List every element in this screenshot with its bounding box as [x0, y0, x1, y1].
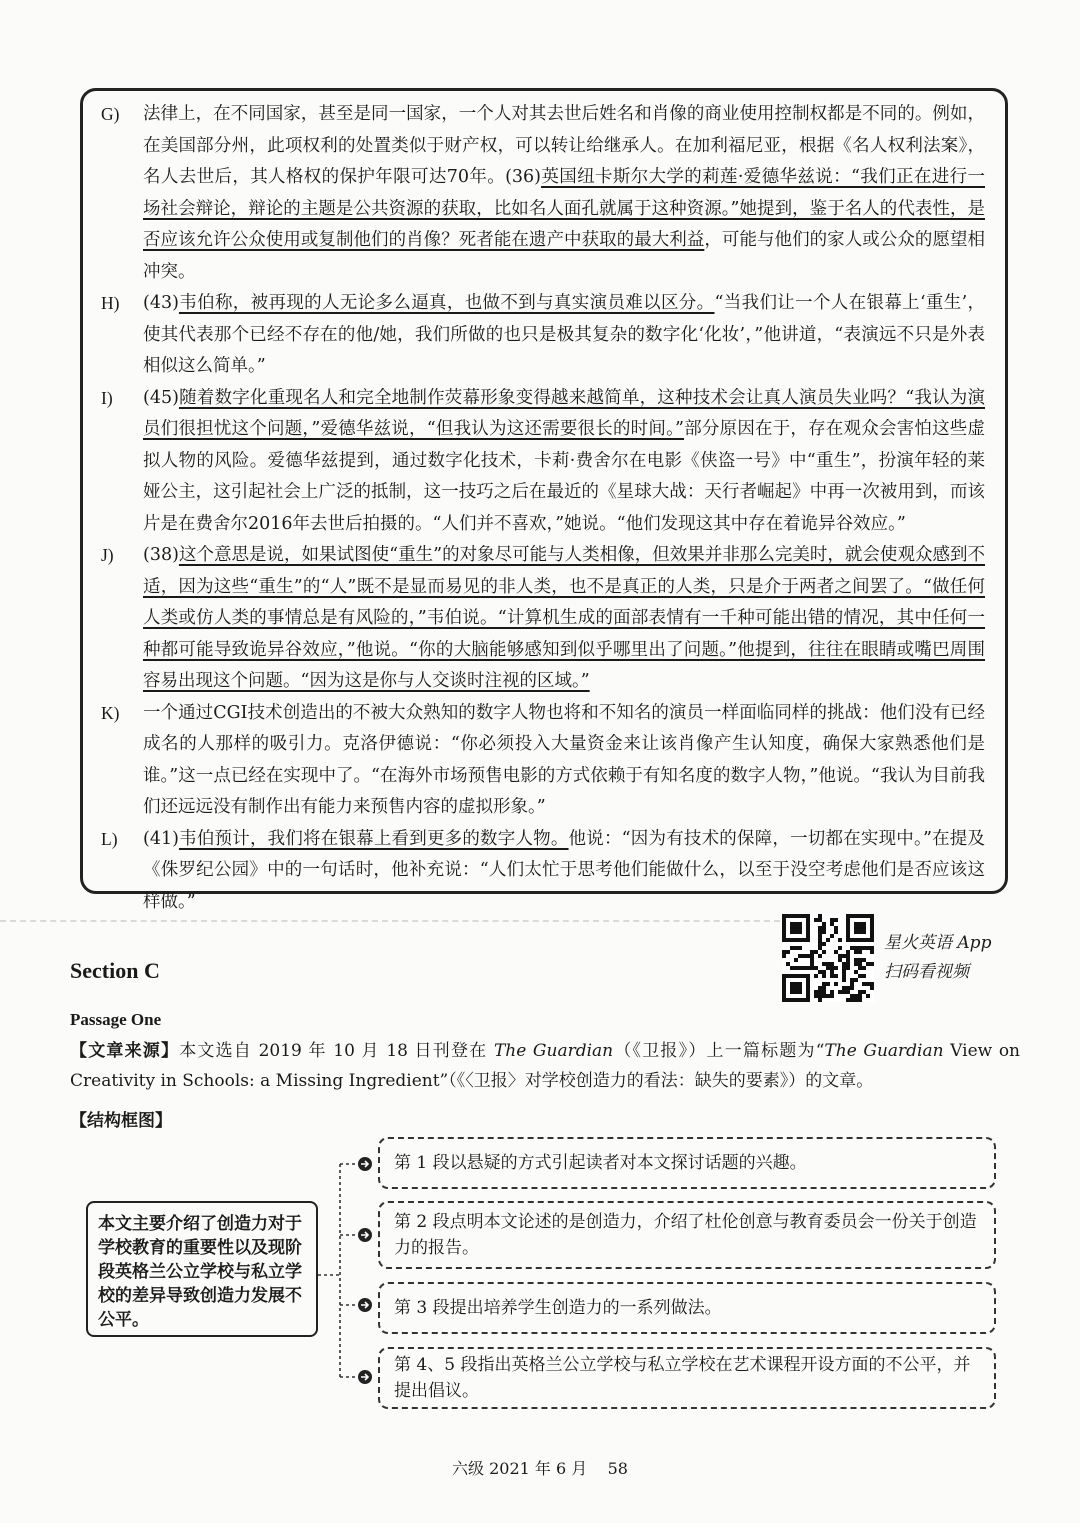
passage-title: Passage One [70, 1010, 162, 1029]
passage-paragraph [101, 540, 985, 698]
structure-heading: 【结构框图】 [70, 1111, 172, 1131]
underlined-text: 韦伯称，被再现的人无论多么逼真，也做不到与真实演员难以区分。 [178, 293, 715, 313]
passage-paragraph [101, 99, 985, 288]
paragraph-text [143, 99, 985, 288]
underlined-text: 韦伯预计，我们将在银幕上看到更多的数字人物。 [178, 828, 569, 849]
paragraph-text [143, 698, 985, 824]
text-segment: 法律上，在不同国家，甚至是同一国家，一个人对其去世后姓名和肖像的商业使用控制权都是不同的。例如，在美国部分州，此项权利的处置类似于财产权，可以转让给继承人。在加利福尼亚，根据《名人权利法案》，名人去世后，其人格权的保护年限可达70年。(36) [143, 104, 985, 187]
text-segment: 部分原因在于，存在观众会害怕这些虚拟人物的风险。爱德华兹提到，通过数字化技术，卡莉·费舍尔在电影《侠盗一号》中“重生”，扮演年轻的莱娅公主，这引起社会上广泛的抵制，这一技巧之后在最近的《星球大战：天行者崛起》中再一次被用到，而该片是在费舍尔2016年去世后拍摄的。“人们并不喜欢，”她说。“他们发现这其中存在着诡异谷效应。” [143, 419, 986, 534]
passage-paragraph [101, 698, 985, 824]
connector-lines [318, 1150, 380, 1390]
underlined-text: 随着数字化重现名人和完全地制作荧幕形象变得越来越简单，这种技术会让真人演员失业吗？“我认为演员们很担忧这个问题，”爱德华兹说，“但我认为这还需要很长的时间。” [143, 387, 985, 439]
text-segment: “当我们让一个人在银幕上‘重生’，使其代表那个已经不存在的他/她，我们所做的也只是极其复杂的数字化‘化妆’，”他讲道，“表演远不只是外表相似这么简单。” [143, 293, 985, 376]
source-label: 【文章来源】 [70, 1041, 180, 1061]
qr-code-icon [782, 914, 874, 1002]
text-segment: 他说：“因为有技术的保障，一切都在实现中。”在提及《侏罗纪公园》中的一句话时，他补充说：“人们太忙于思考他们能做什么，以至于没空考虑他们是否应该这样做。” [143, 828, 985, 912]
source-text: （《卫报》）上一篇标题为“ [613, 1041, 825, 1061]
text-segment: ，可能与他们的家人或公众的愿望相冲突。 [143, 230, 985, 282]
source-text: View on Creativity in Schools: a Missing Ingredient”（《〈卫报〉对学校创造力的看法：缺失的要素》）的文章。 [70, 1041, 1020, 1091]
source-italic: The Guardian [824, 1041, 944, 1061]
paragraph-text [143, 824, 985, 919]
structure-item: 第 1 段以悬疑的方式引起读者对本文探讨话题的兴趣。 [378, 1137, 996, 1189]
underlined-text: 这个意思是说，如果试图使“重生”的对象尽可能与人类相像，但效果并非那么完美时，就会使观众感到不适，因为这些“重生”的“人”既不是显而易见的非人类，也不是真正的人类，只是介于两者之间罢了。“做任何人类或仿人类的事情总是有风险的，”韦伯说。“计算机生成的面部表情有一千种可能出错的情况，其中任何一种都可能导致诡异谷效应，”他说。“你的大脑能够感知到似乎哪里出了问题。”他提到，往往在眼睛或嘴巴周围容易出现这个问题。“因为这是你与人交谈时注视的区域。” [143, 545, 985, 691]
arrow-icon [358, 1157, 372, 1384]
structure-item: 第 2 段点明本文论述的是创造力，介绍了杜伦创意与教育委员会一份关于创造力的报告。 [378, 1201, 996, 1269]
passage-box [80, 88, 1008, 912]
paragraph-label: H) [101, 293, 120, 313]
section-title: Section C [70, 958, 160, 983]
paragraph-text [143, 383, 985, 541]
passage-paragraph [101, 383, 985, 541]
text-segment: (43) [143, 293, 179, 313]
paragraph-label: G) [101, 104, 120, 124]
app-name: 星火英语 App [884, 933, 992, 953]
paragraph-text [143, 288, 985, 383]
paragraph-label: I) [101, 387, 113, 408]
source-text: 本文选自 2019 年 10 月 18 日刊登在 [179, 1041, 494, 1061]
passage-paragraph [101, 288, 985, 383]
footer-text: 六级 2021 年 6 月 [452, 1459, 588, 1478]
article-source [70, 1036, 1020, 1096]
paragraph-label: K) [101, 702, 120, 723]
app-promo [884, 929, 991, 987]
structure-item: 第 4、5 段指出英格兰公立学校与私立学校在艺术课程开设方面的不公平，并提出倡议。 [378, 1347, 996, 1409]
text-segment: (38) [143, 545, 179, 565]
paragraph-label: J) [101, 545, 114, 565]
summary-box: 本文主要介绍了创造力对于学校教育的重要性以及现阶段英格兰公立学校与私立学校的差异导致创造力发展不公平。 [86, 1201, 318, 1337]
page-number: 58 [607, 1459, 628, 1478]
structure-item: 第 3 段提出培养学生创造力的一系列做法。 [378, 1282, 996, 1334]
text-segment: (41) [143, 828, 179, 849]
paragraph-label: L) [101, 828, 118, 849]
paragraph-text [143, 540, 985, 698]
page-footer [0, 1456, 1080, 1479]
underlined-text: 英国纽卡斯尔大学的莉莲·爱德华兹说：“我们正在进行一场社会辩论，辩论的主题是公共资源的获取，比如名人面孔就属于这种资源。”她提到，鉴于名人的代表性，是否应该允许公众使用或复制他们的肖像？死者能在遗产中获取的最大利益 [143, 167, 985, 250]
passage-paragraph [101, 824, 985, 919]
text-segment: (45) [143, 387, 179, 408]
app-scan-hint: 扫码看视频 [884, 962, 969, 982]
divider [0, 920, 780, 922]
text-segment: 一个通过CGI技术创造出的不被大众熟知的数字人物也将和不知名的演员一样面临同样的挑战：他们没有已经成名的人那样的吸引力。克洛伊德说：“你必须投入大量资金来让该肖像产生认知度，确保大家熟悉他们是谁。”这一点已经在实现中了。“在海外市场预售电影的方式依赖于有知名度的数字人物，”他说。“我认为目前我们还远远没有制作出有能力来预售内容的虚拟形象。” [143, 702, 985, 817]
source-italic: The Guardian [493, 1041, 614, 1061]
